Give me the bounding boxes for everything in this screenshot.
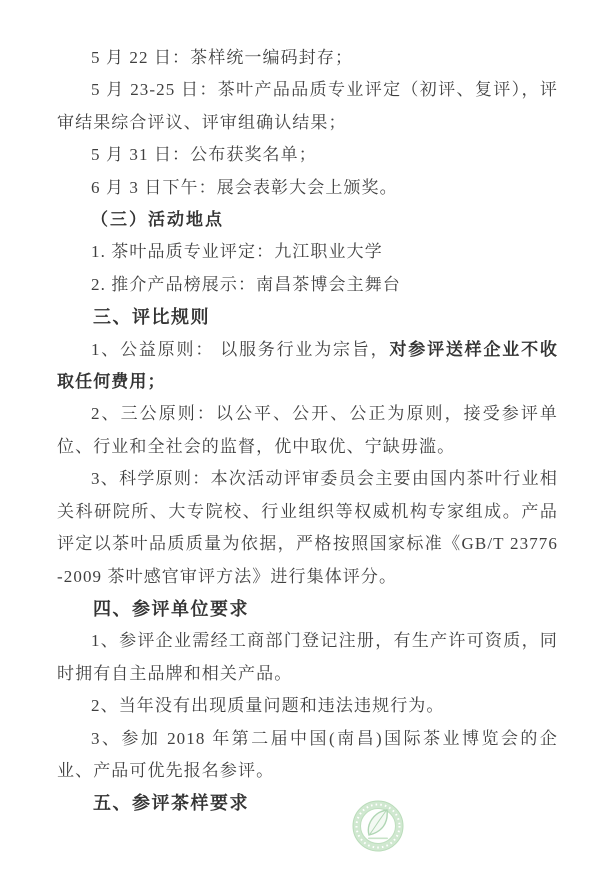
unit-requirement-2-run-0: 2、当年没有出现质量问题和违法违规行为。 (91, 696, 445, 716)
unit-requirement-2 (57, 690, 558, 722)
venue-item-1-run-0: 1. 茶叶品质专业评定：九江职业大学 (91, 242, 383, 262)
schedule-item-may-31-run-0: 5 月 31 日：公布获奖名单； (91, 145, 317, 165)
section-heading-unit-requirements-run-0: 四、参评单位要求 (93, 598, 249, 619)
schedule-item-may-22 (57, 42, 558, 74)
section-heading-sample-requirements-run-0: 五、参评茶样要求 (93, 793, 249, 814)
rule-1-public-welfare-run-1: 对参评送样企业不收取任何费用； (57, 339, 558, 392)
unit-requirement-3-run-0: 3、参加 2018 年第二届中国(南昌)国际茶业博览会的企业、产品可优先报名参评。 (57, 728, 558, 780)
schedule-item-may-31 (57, 139, 558, 171)
schedule-item-may-22-run-0: 5 月 22 日：茶样统一编码封存； (91, 48, 354, 67)
venue-item-2-run-0: 2. 推介产品榜展示：南昌茶博会主舞台 (91, 274, 401, 294)
unit-requirement-3 (57, 723, 558, 788)
subsection-heading-venue-run-0: （三）活动地点 (91, 210, 224, 230)
section-heading-rules-run-0: 三、评比规则 (93, 307, 210, 328)
schedule-item-jun-3-run-0: 6 月 3 日下午：展会表彰大会上颁奖。 (91, 177, 398, 197)
section-heading-unit-requirements (57, 593, 558, 625)
rule-3-scientific-run-0: 3、科学原则：本次活动评审委员会主要由国内茶叶行业相关科研院所、大专院校、行业组织等权威机构专家组成。产品评定以茶叶品质质量为依据，严格按照国家标准《GB/T 23776-2009 茶叶感官审评方法》进行集体评分。 (57, 469, 558, 586)
schedule-item-may-23-25 (57, 74, 558, 139)
rule-2-three-fairness (57, 398, 558, 463)
rule-3-scientific (57, 463, 558, 593)
unit-requirement-1-run-0: 1、参评企业需经工商部门登记注册，有生产许可资质，同时拥有自主品牌和相关产品。 (57, 631, 558, 683)
rule-1-public-welfare-run-0: 1、公益原则： 以服务行业为宗旨， (91, 339, 390, 359)
rule-2-three-fairness-run-0: 2、三公原则：以公平、公开、公正为原则，接受参评单位、行业和全社会的监督，优中取优、宁缺毋滥。 (57, 404, 558, 456)
subsection-heading-venue (57, 204, 558, 236)
schedule-item-jun-3 (57, 172, 558, 204)
schedule-item-may-23-25-run-0: 5 月 23-25 日：茶叶产品品质专业评定（初评、复评），评审结果综合评议、评审组确认结果； (57, 80, 558, 132)
section-heading-rules (57, 301, 558, 333)
document-body (57, 42, 558, 820)
section-heading-sample-requirements (57, 787, 558, 819)
unit-requirement-1 (57, 625, 558, 690)
venue-item-2 (57, 269, 558, 301)
venue-item-1 (57, 236, 558, 268)
rule-1-public-welfare (57, 334, 558, 399)
